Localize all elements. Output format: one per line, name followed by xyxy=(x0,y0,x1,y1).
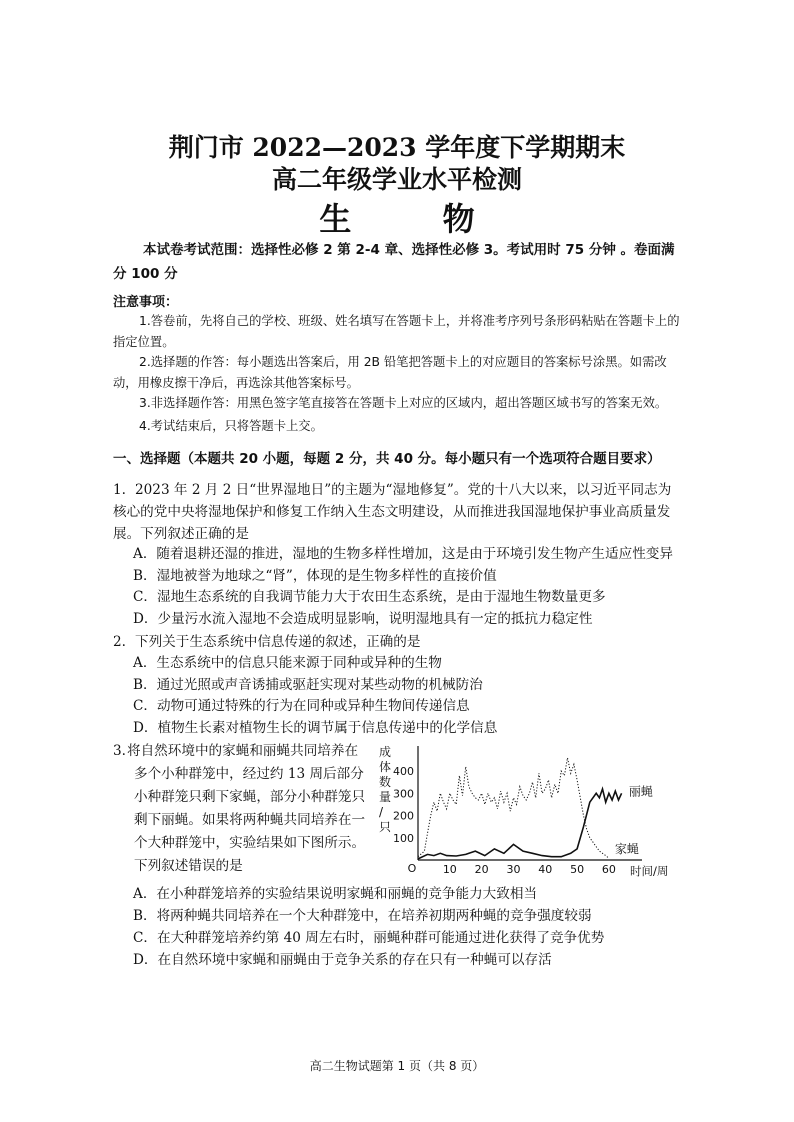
question-number: 2. xyxy=(113,634,126,650)
option-2a[interactable]: A．生态系统中的信息只能来源于同种或异种的生物 xyxy=(133,655,442,671)
note-item: 1.答卷前，先将自己的学校、班级、姓名填写在答题卡上，并将准考序列号条形码粘贴在答题卡上的指定位置。 xyxy=(113,314,680,349)
y-tick-label: 100 xyxy=(393,831,414,845)
y-axis-label-char: 体 xyxy=(379,760,392,774)
option-2d[interactable]: D．植物生长素对植物生长的调节属于信息传递中的化学信息 xyxy=(133,720,498,736)
question-2 xyxy=(113,631,683,653)
y-axis-label-char: 量 xyxy=(379,790,392,804)
question-stem-line: 剩下丽蝇。如果将两种蝇共同培养在一 xyxy=(134,812,366,828)
note-item: 2.选择题的作答：每小题选出答案后，用 2B 铅笔把答题卡上的对应题目的答案标号涂黑。如需改动，用橡皮擦干净后，再选涂其他答案标号。 xyxy=(113,355,667,390)
option-1a[interactable]: A．随着退耕还湿的推进，湿地的生物多样性增加，这是由于环境引发生物产生适应性变异 xyxy=(133,546,673,562)
series-line-housefly xyxy=(418,758,609,858)
question-stem-line: 多个小种群笼中，经过约 13 周后部分 xyxy=(134,766,364,782)
notes-heading: 注意事项： xyxy=(113,295,179,310)
option-3c[interactable]: C．在大种群笼培养约第 40 周左右时，丽蝇种群可能通过进化获得了竞争优势 xyxy=(133,930,605,946)
x-tick-label: 60 xyxy=(601,863,616,876)
question-stem-line: 3.将自然环境中的家蝇和丽蝇共同培养在 xyxy=(113,740,383,763)
series-label-housefly: 家蝇 xyxy=(614,842,639,857)
series-label-blowfly: 丽蝇 xyxy=(628,784,653,799)
exam-subject: 生 物 xyxy=(319,200,515,238)
population-chart xyxy=(376,742,686,882)
series-line-blowfly xyxy=(418,789,622,859)
x-tick-label: 10 xyxy=(442,863,457,876)
y-axis-label-char: 成 xyxy=(379,745,392,759)
x-axis-label: 时间/周 xyxy=(630,864,669,878)
question-stem: 下列关于生态系统中信息传递的叙述，正确的是 xyxy=(135,634,421,650)
exam-title-line1: 荆门市 2022—2023 学年度下学期期末 xyxy=(168,133,626,162)
y-tick-label: 200 xyxy=(393,809,414,823)
x-tick-label: 20 xyxy=(474,863,489,876)
note-item: 3.非选择题作答：用黑色签字笔直接答在答题卡上对应的区域内，超出答题区域书写的答案无效。 xyxy=(139,396,668,410)
x-tick-label: 40 xyxy=(538,863,553,876)
origin-label: O xyxy=(407,862,417,875)
exam-intro: 本试卷考试范围：选择性必修 2 第 2-4 章、选择性必修 3。考试用时 75 分钟 。卷面满分 100 分 xyxy=(113,242,675,282)
question-3 xyxy=(113,740,383,878)
option-3d[interactable]: D．在自然环境中家蝇和丽蝇由于竞争关系的存在只有一种蝇可以存活 xyxy=(133,952,552,968)
option-3a[interactable]: A．在小种群笼培养的实验结果说明家蝇和丽蝇的竞争能力大致相当 xyxy=(133,886,538,902)
question-number: 1. xyxy=(113,482,126,498)
option-1c[interactable]: C．湿地生态系统的自我调节能力大于农田生态系统，是由于湿地生物数量更多 xyxy=(133,589,606,605)
y-axis-label-char: 只 xyxy=(379,820,392,834)
option-1d[interactable]: D．少量污水流入湿地不会造成明显影响，说明湿地具有一定的抵抗力稳定性 xyxy=(133,611,593,627)
y-tick-label: 300 xyxy=(393,787,414,801)
exam-title-line2: 高二年级学业水平检测 xyxy=(271,165,522,194)
question-stem-line: 小种群笼只剩下家蝇，部分小种群笼只 xyxy=(134,789,366,805)
question-1 xyxy=(113,479,683,545)
option-3b[interactable]: B．将两种蝇共同培养在一个大种群笼中，在培养初期两种蝇的竞争强度较弱 xyxy=(133,908,592,924)
option-2b[interactable]: B．通过光照或声音诱捕或驱赶实现对某些动物的机械防治 xyxy=(133,677,483,693)
x-tick-label: 30 xyxy=(506,863,521,876)
question-number: 3. xyxy=(113,743,126,759)
note-item: 4.考试结束后，只将答题卡上交。 xyxy=(139,419,323,433)
y-tick-label: 400 xyxy=(393,765,414,779)
question-stem-line: 个大种群笼中，实验结果如下图所示。 xyxy=(134,835,366,851)
section-heading: 一、选择题（本题共 20 小题，每题 2 分，共 40 分。每小题只有一个选项符合题目要求） xyxy=(113,451,661,467)
question-stem: 2023 年 2 月 2 日“世界湿地日”的主题为“湿地修复”。党的十八大以来，以习近平同志为核心的党中央将湿地保护和修复工作纳入生态文明建设，从而推进我国湿地保护事业高质量发展。下列叙述正确的是 xyxy=(113,482,672,542)
y-axis-label-char: 数 xyxy=(379,775,392,789)
y-axis-label-char: / xyxy=(379,805,384,819)
page-footer: 高二生物试题第 1 页（共 8 页） xyxy=(309,1059,485,1073)
question-stem-line: 下列叙述错误的是 xyxy=(134,858,243,874)
option-1b[interactable]: B．湿地被誉为地球之“肾”，体现的是生物多样性的直接价值 xyxy=(133,568,497,584)
option-2c[interactable]: C．动物可通过特殊的行为在同种或异种生物间传递信息 xyxy=(133,698,470,714)
x-tick-label: 50 xyxy=(570,863,585,876)
